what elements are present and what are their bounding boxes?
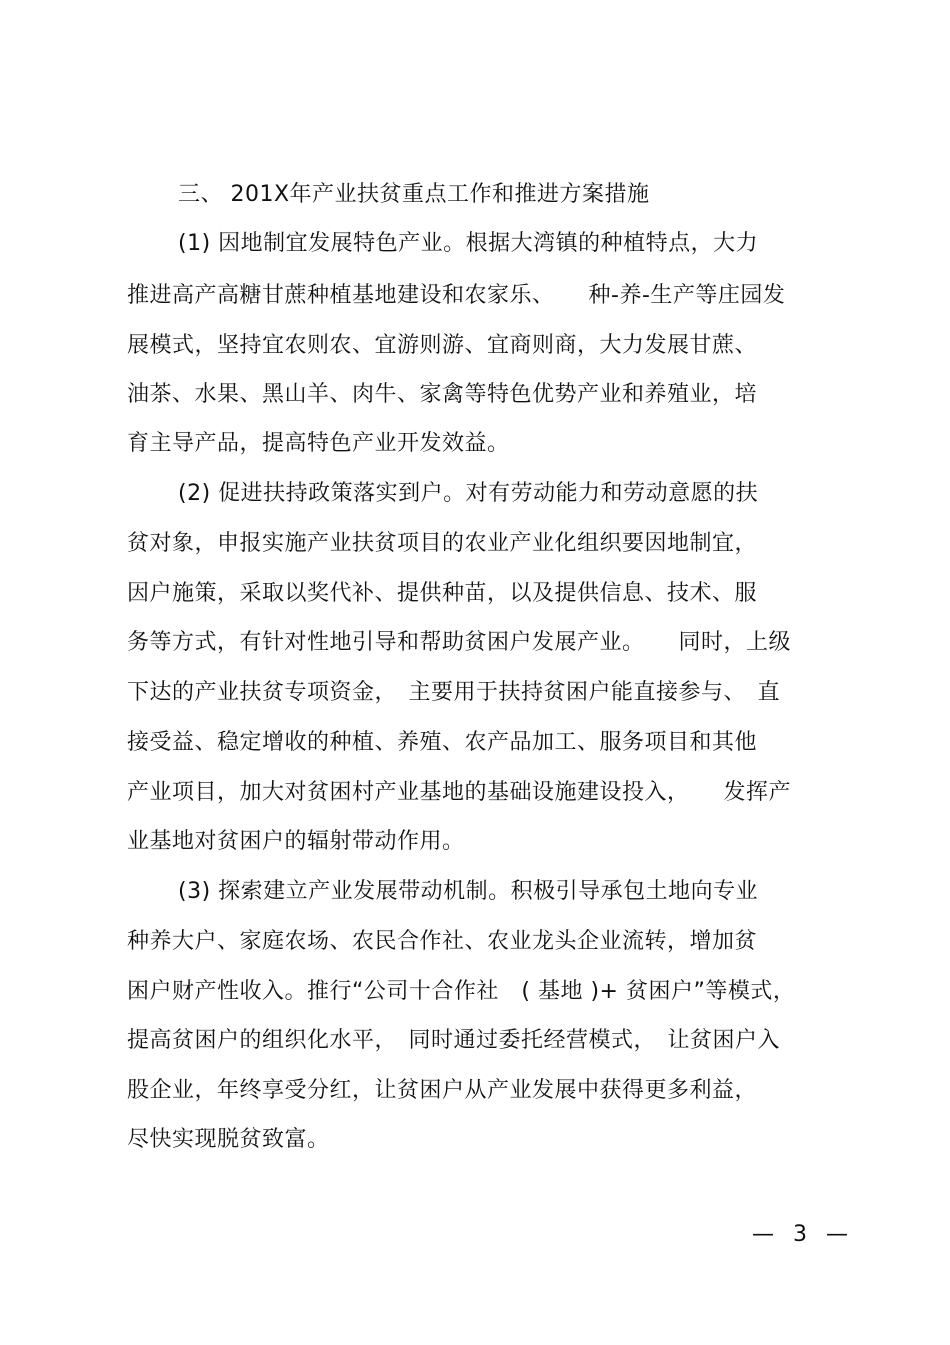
paragraph-3-line-1: (3) 探索建立产业发展带动机制。积极引导承包土地向专业 [178, 879, 759, 904]
paragraph-1-line-1: (1) 因地制宜发展特色产业。根据大湾镇的种植特点，大力 [178, 231, 759, 256]
paragraph-2-line-5: 下达的产业扶贫专项资金， 主要用于扶持贫困户能直接参与、 直 [127, 680, 781, 705]
paragraph-3-line-2: 种养大户、家庭农场、农民合作社、农业龙头企业流转，增加贫 [127, 929, 758, 954]
paragraph-3-line-6: 尽快实现脱贫致富。 [127, 1127, 330, 1152]
paragraph-2-line-2: 贫对象，申报实施产业扶贫项目的农业产业化组织要因地制宜， [127, 531, 758, 556]
paragraph-2-line-4: 务等方式，有针对性地引导和帮助贫困户发展产业。 同时，上级 [127, 630, 792, 655]
paragraph-1-line-2: 推进高产高糖甘蔗种植基地建设和农家乐、 种-养-生产等庄园发 [127, 283, 786, 308]
paragraph-1-line-3: 展模式，坚持宜农则农、宜游则游、宜商则商，大力发展甘蔗、 [127, 333, 758, 358]
paragraph-3-line-3: 困户财产性收入。推行“公司十合作社 ( 基地 )+ 贫困户”等模式， [127, 979, 796, 1004]
paragraph-1-line-5: 育主导产品，提高特色产业开发效益。 [127, 431, 510, 456]
paragraph-3-line-4: 提高贫困户的组织化水平， 同时通过委托经营模式， 让贫困户入 [127, 1028, 781, 1053]
page-number: — 3 — [752, 1222, 854, 1247]
paragraph-2-line-3: 因户施策，采取以奖代补、提供种苗，以及提供信息、技术、服 [127, 581, 758, 606]
paragraph-2-line-8: 业基地对贫困户的辐射带动作用。 [127, 829, 465, 854]
paragraph-1-line-4: 油茶、水果、黑山羊、肉牛、家禽等特色优势产业和养殖业，培 [127, 382, 758, 407]
section-heading: 三、 201X年产业扶贫重点工作和推进方案措施 [178, 182, 650, 207]
paragraph-2-line-1: (2) 促进扶持政策落实到户。对有劳动能力和劳动意愿的扶 [178, 481, 759, 506]
paragraph-2-line-6: 接受益、稳定增收的种植、养殖、农产品加工、服务项目和其他 [127, 730, 758, 755]
paragraph-3-line-5: 股企业，年终享受分红，让贫困户从产业发展中获得更多利益， [127, 1078, 758, 1103]
paragraph-2-line-7: 产业项目，加大对贫困村产业基地的基础设施建设投入， 发挥产 [127, 780, 792, 805]
